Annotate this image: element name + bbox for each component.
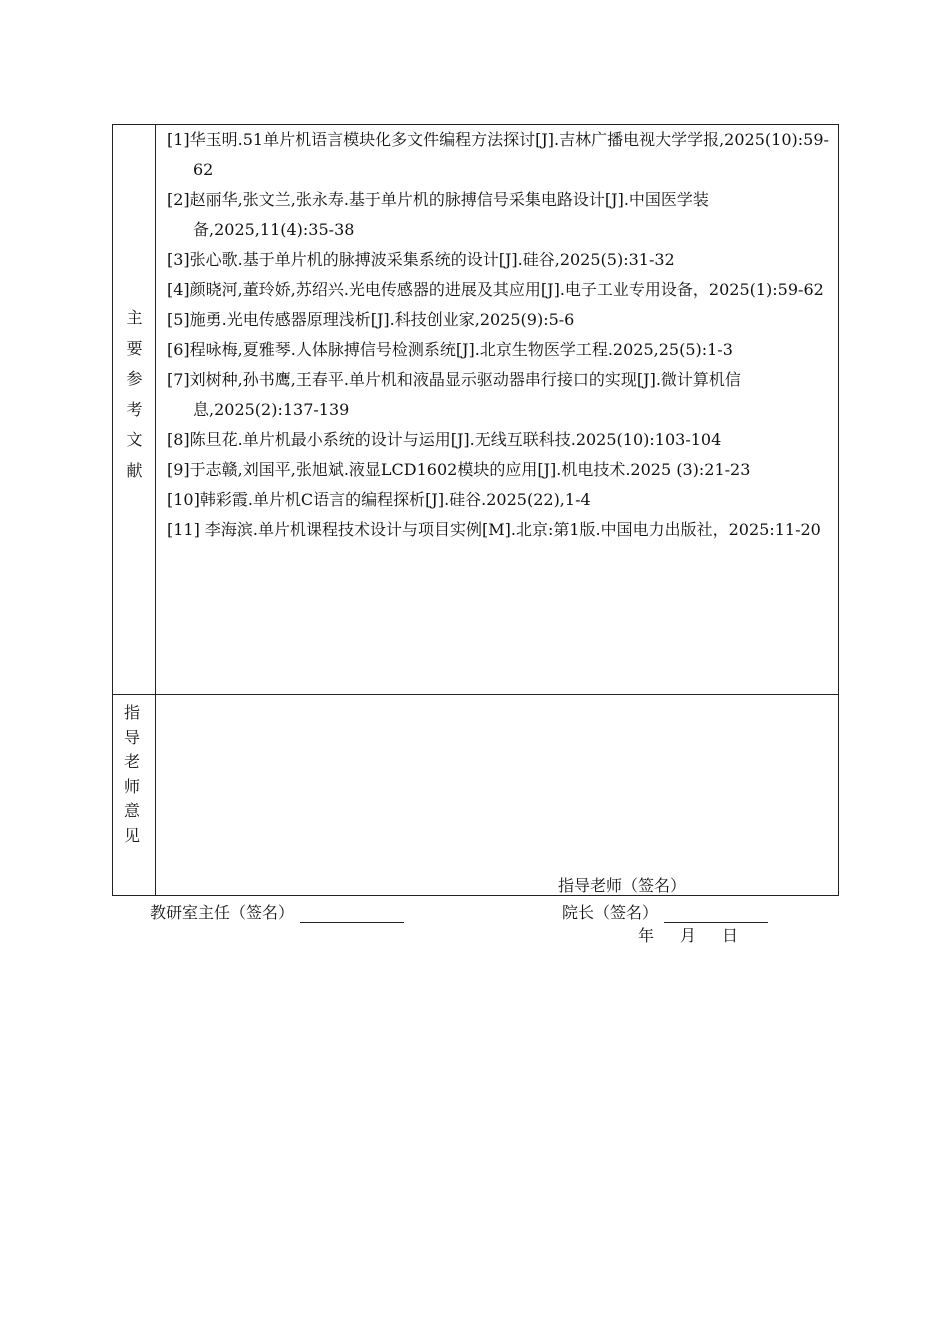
label-char: 老 [123,752,140,771]
reference-item: [8]陈旦花.单片机最小系统的设计与运用[J].无线互联科技.2025(10):103-104 [167,430,722,449]
dean-signature [562,900,768,923]
opinion-label-cell [113,695,156,895]
dean-signature-line[interactable] [664,906,768,923]
date-line [638,923,764,946]
reference-list [167,125,837,545]
label-char: 要 [126,338,143,358]
label-char: 指 [123,703,140,722]
label-char: 导 [123,727,140,747]
director-signature-line[interactable] [300,906,404,923]
label-char: 见 [123,825,140,845]
reference-item: [6]程咏梅,夏雅琴.人体脉搏信号检测系统[J].北京生物医学工程.2025,25(5):1-3 [167,340,733,359]
label-char: 考 [126,399,143,419]
reference-item: [4]颜晓河,董玲娇,苏绍兴.光电传感器的进展及其应用[J].电子工业专用设备，2025(1):59-62 [167,280,824,299]
label-char: 师 [123,776,140,796]
teacher-signature-label: 指导老师（签名） [558,876,687,895]
reference-item: [7]刘树种,孙书鹰,王春平.单片机和液晶显示驱动器串行接口的实现[J].微计算机信息,2025(2):137-139 [167,370,741,419]
director-signature-label: 教研室主任（签名） [150,903,295,922]
form-table [112,124,839,896]
reference-item: [9]于志赣,刘国平,张旭斌.液显LCD1602模块的应用[J].机电技术.2025 (3):21-23 [167,460,751,479]
references-label-cell [113,125,156,694]
director-signature [150,900,404,923]
date-month: 月 [680,926,697,945]
label-char: 意 [123,801,140,820]
advisor-opinion-row [113,695,838,895]
reference-item: [5]施勇.光电传感器原理浅析[J].科技创业家,2025(9):5-6 [167,310,575,329]
reference-item: [1]华玉明.51单片机语言模块化多文件编程方法探讨[J].吉林广播电视大学学报,2025(10):59-62 [167,130,829,179]
reference-item: [2]赵丽华,张文兰,张永寿.基于单片机的脉搏信号采集电路设计[J].中国医学装备,2025,11(4):35-38 [167,190,709,239]
reference-item: [11] 李海滨.单片机课程技术设计与项目实例[M].北京:第1版.中国电力出版社，2025:11-20 [167,520,821,539]
label-char: 主 [126,308,143,327]
reference-item: [3]张心歌.基于单片机的脉搏波采集系统的设计[J].硅谷,2025(5):31-32 [167,250,675,269]
reference-item: [10]韩彩霞.单片机C语言的编程探析[J].硅谷.2025(22),1-4 [167,490,591,509]
references-label [113,303,156,486]
opinion-label [113,701,151,848]
dean-signature-label: 院长（签名） [562,903,659,922]
label-char: 参 [126,369,143,388]
label-char: 文 [126,430,143,449]
label-char: 献 [126,460,143,480]
date-year: 年 [638,926,655,945]
date-day: 日 [722,926,739,945]
references-row [113,125,838,695]
